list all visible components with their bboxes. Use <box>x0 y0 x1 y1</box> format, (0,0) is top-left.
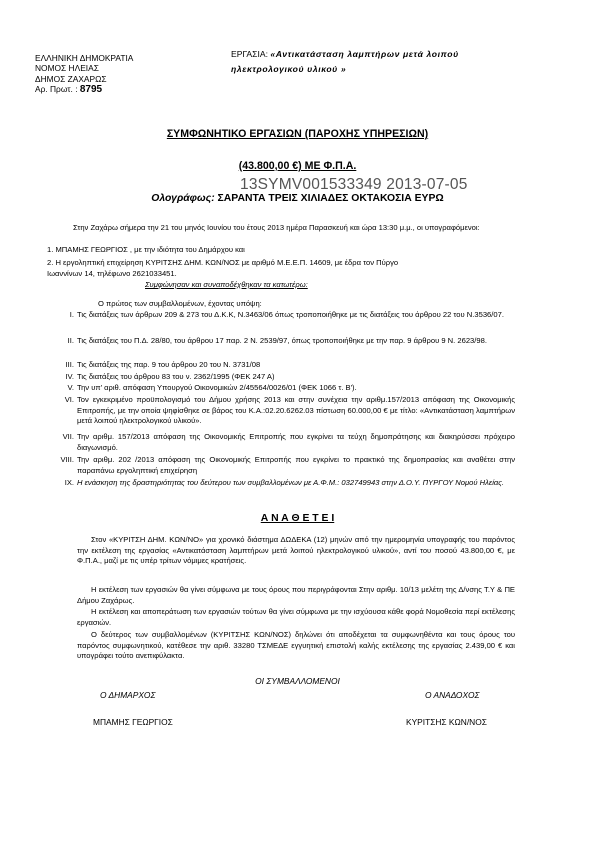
work-line2 <box>231 62 531 77</box>
item-text: Τις διατάξεις της παρ. 9 του άρθρου 20 του Ν. 3731/08 <box>77 360 261 369</box>
words-text: ΣΑΡΑΝΤΑ ΤΡΕΙΣ ΧΙΛΙΑΔΕΣ ΟΚΤΑΚΟΣΙΑ ΕΥΡΩ <box>217 193 444 204</box>
item-text: Την υπ' αριθ. απόφαση Υπουργού Οικονομικών 2/45564/0026/01 (ΦΕΚ 1066 τ. Β'). <box>77 383 357 392</box>
document-title: ΣΥΜΦΩΝΗΤΙΚΟ ΕΡΓΑΣΙΩΝ (ΠΑΡΟΧΗΣ ΥΠΗΡΕΣΙΩΝ) <box>166 128 429 140</box>
issuer-municipality: ΔΗΜΟΣ ΖΑΧΑΡΩΣ <box>35 73 107 84</box>
signatories-heading: ΟΙ ΣΥΜΒΑΛΛΟΜΕΝΟΙ <box>255 676 340 686</box>
item-number: III. <box>65 360 74 369</box>
work-block <box>231 47 531 77</box>
registry-stamp: 13SYMV001533349 2013-07-05 <box>240 176 468 193</box>
legislation-paragraph: Η εκτέλεση και αποπεράτωση των εργασιών τούτων θα γίνει σύμφωνα με την ισχύουσα κάθε φορά Νομοθεσία περί εκτέλεσης εργασιών. <box>77 607 515 627</box>
item-number: IX. <box>64 478 74 487</box>
intro-paragraph: Στην Ζαχάρω σήμερα την 21 του μηνός Ιουνίου του έτους 2013 ημέρα Παρασκευή και ώρα 13:30 μ.μ., οι υπογραφόμενοι: <box>73 223 480 232</box>
work-title-line1: «Αντικατάσταση λαμπτήρων μετά λοιπού <box>270 49 459 59</box>
party-two-line2: Ιωαννίνων 14, τηλέφωνο 2621033451. <box>47 269 177 278</box>
item-number: VI. <box>64 395 74 404</box>
work-line1 <box>231 47 531 62</box>
party-two-line1: 2. Η εργοληπτική επιχείρηση ΚΥΡΙΤΣΗΣ ΔΗΜ. ΚΩΝ/ΝΟΣ με αριθμό Μ.Ε.Ε.Π. 14609, με έδρα τον Πύργο <box>47 258 399 267</box>
item-number: VII. <box>62 432 74 441</box>
work-title-line2: ηλεκτρολογικού υλικού » <box>231 64 347 75</box>
protocol-line <box>35 84 133 95</box>
contractor-name: ΚΥΡΙΤΣΗΣ ΚΩΝ/ΝΟΣ <box>406 717 487 727</box>
item-number: IV. <box>65 372 74 381</box>
execution-paragraph: Η εκτέλεση των εργασιών θα γίνει σύμφωνα με τους όρους που περιγράφονται Στην αριθμ. 10/13 μελέτη της Δ/νσης Τ.Υ & ΠΕ Δήμου Ζαχάρως. <box>77 585 515 605</box>
work-label: ΕΡΓΑΣΙΑ: <box>231 49 268 59</box>
item-number: VIII. <box>60 455 74 464</box>
agreed-heading: Συμφώνησαν και συναποδέχθηκαν τα κατωτέρω: <box>145 280 308 289</box>
protocol-label: Αρ. Πρωτ. : <box>35 84 78 95</box>
item-number: V. <box>67 383 74 392</box>
mayor-role: Ο ΔΗΜΑΡΧΟΣ <box>100 690 156 700</box>
mayor-name: ΜΠΑΜΗΣ ΓΕΩΡΓΙΟΣ <box>93 717 173 727</box>
contractor-role: Ο ΑΝΑΔΟΧΟΣ <box>425 690 480 700</box>
item-text: Την αριθμ. 157/2013 απόφαση της Οικονομικής Επιτροπής που εγκρίνει τα τεύχη δημοπράτησης και διακηρύσσει πρόχειρο διαγωνισμό. <box>77 432 515 452</box>
item-text: Τις διατάξεις του Π.Δ. 28/80, του άρθρου 17 παρ. 2 Ν. 2539/97, όπως τροποποιήθηκε με την παρ. 9 άρθρου 9 Ν. 2623/98. <box>77 336 487 345</box>
item-text: Τις διατάξεις του άρθρου 83 του ν. 2362/1995 (ΦΕΚ 247 Α) <box>77 372 275 381</box>
first-party-intro: Ο πρώτος των συμβαλλομένων, έχοντας υπόψη: <box>98 299 262 308</box>
assignment-paragraph: Στον «ΚΥΡΙΤΣΗ ΔΗΜ. ΚΩΝ/ΝΟ» για χρονικό διάστημα ΔΩΔΕΚΑ (12) μηνών από την ημερομηνία υπογραφής του παρόντος την εκτέλεση της εργασίας «Αντικατάσταση λαμπτήρων μετά λοιπού ηλεκτρολογικού υλικού», αντί του ποσού 43.800,00 €, με Φ.Π.Α., μαζί με τις υπέρ τρίτων νόμιμες κρατήσεις. <box>77 535 515 566</box>
item-text: Τις διατάξεις των άρθρων 209 & 273 του Δ.Κ.Κ, Ν.3463/06 όπως τροποποιήθηκε με τις διατάξεις του άρθρου 22 του Ν.3536/07. <box>77 310 504 319</box>
issuer-prefecture: ΝΟΜΟΣ ΗΛΕΙΑΣ <box>35 63 99 74</box>
item-number: II. <box>67 336 74 345</box>
contract-amount: (43.800,00 €) ΜΕ Φ.Π.Α. <box>238 160 357 172</box>
words-label: Ολογράφως: <box>151 193 215 204</box>
issuer-block <box>35 53 133 96</box>
item-text: Τον εγκεκριμένο προϋπολογισμό του Δήμου χρήσης 2013 και στην συνέχεια την αριθμ.157/2013 απόφαση της Οικονομικής Επιτροπής, με την οποία ψηφίσθηκε σε βάρος του Κ.Α.:02.20.6262.03 πίστωση 60.000,00 € με τίτλο: «Αντικατάσταση λαμπτήρων μετά λοιπού ηλεκτρολογικού υλικού». <box>77 395 515 426</box>
assign-heading: Α Ν Α Θ Ε Τ Ε Ι <box>260 513 335 524</box>
protocol-number: 8795 <box>79 84 103 96</box>
item-text: Την αριθμ. 202 /2013 απόφαση της Οικονομικής Επιτροπής που εγκρίνει το πρακτικό της δημοπρασίας και αναθέτει στην παραπάνω εργοληπτική επιχείρηση <box>77 455 515 475</box>
amount-in-words <box>0 193 595 204</box>
item-number: I. <box>69 310 74 319</box>
party-one: 1. ΜΠΑΜΗΣ ΓΕΩΡΓΙΟΣ , με την ιδιότητα του Δημάρχου και <box>47 245 245 254</box>
acceptance-paragraph: Ο δεύτερος των συμβαλλομένων (ΚΥΡΙΤΣΗΣ ΚΩΝ/ΝΟΣ) δηλώνει ότι αποδέχεται τα συμφωνηθέντα και τους όρους του παρόντος συμφωνητικού, κατέθεσε την αριθ. 33280 ΤΣΜΕΔΕ εγγυητική επιστολή καλής εκτέλεσης της εργασίας 2.439,00 € και υπογράφει τούτο ανεπιφύλακτα. <box>77 630 515 661</box>
amount-line <box>0 160 595 172</box>
item-text: Η ενάσκηση της δραστηριότητας του δεύτερου των συμβαλλομένων με Α.Φ.Μ.: 032749943 στην Δ.Ο.Υ. ΠΥΡΓΟΥ Νομού Ηλείας. <box>77 478 505 487</box>
issuer-country: ΕΛΛΗΝΙΚΗ ΔΗΜΟΚΡΑΤΙΑ <box>35 53 134 63</box>
